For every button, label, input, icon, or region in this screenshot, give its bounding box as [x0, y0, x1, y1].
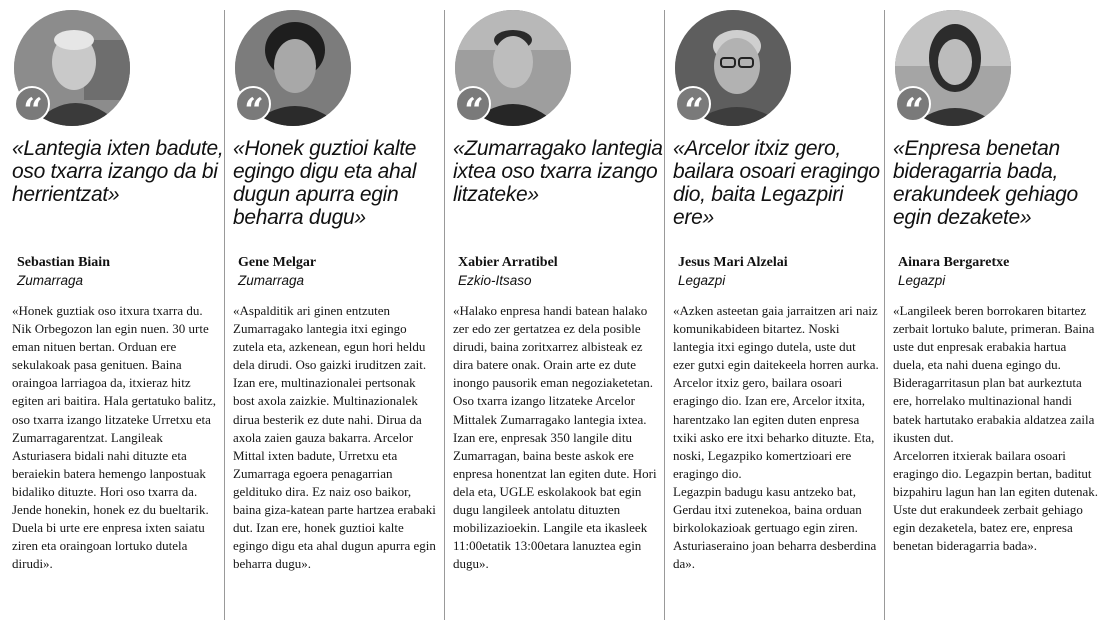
interview-text: «Azken asteetan gaia jarraitzen ari naiz komunikabideen bitartez. Noski lantegia itxi egingo dutela, uste dut ezer gutxi egin daitekeela horren aurka. Arcelor itxiz gero, bailara osoari eragingo dio. Izan ere, Arcelor itxita, harentzako lan egiten duten enpresa txiki asko ere itxi beharko dituzte. Eta, noski, Legazpiko komertzioari ere eragingo dio. Legazpin badugu kasu antzeko bat, Gerdau itxi zutenekoa, baina orduan birkolokazioak gertuago egin ziren. Asturiaseraino joan beharra desberdina da».: [673, 303, 879, 572]
quote-icon: “: [14, 86, 50, 122]
interviewee-town: Zumarraga: [17, 273, 84, 288]
headline-quote: «Lantegia ixten badute, oso txarra izango da bi herrientzat»: [12, 137, 224, 206]
column-divider: [884, 10, 885, 620]
quote-icon: “: [455, 86, 491, 122]
headline-quote: «Arcelor itxiz gero, bailara osoari eragingo dio, baita Legazpiri ere»: [673, 137, 880, 229]
interviewee-town: Legazpi: [898, 273, 946, 288]
headline-quote: «Honek guztioi kalte egingo digu eta ahal dugun apurra egin beharra dugu»: [233, 137, 417, 229]
interview-column-2: [233, 0, 437, 622]
headline-quote: «Enpresa benetan bideragarria bada, erakundeek gehiago egin dezakete»: [893, 137, 1078, 229]
interview-column-1: [12, 0, 224, 622]
interviewee-town: Legazpi: [678, 273, 726, 288]
interviewee-town: Ezkio-Itsaso: [458, 273, 532, 288]
interviewee-name: Sebastian Biain: [17, 255, 110, 270]
interviewee-town: Zumarraga: [238, 273, 305, 288]
quote-icon: “: [235, 86, 271, 122]
interview-text: «Aspalditik ari ginen entzuten Zumarragako lantegia itxi egingo zutela eta, azkenean, egun hori heldu dela dirudi. Oso gaizki iruditzen zait. Izan ere, multinazionalei pertsonak bost axola zaizkie. Multinazionalek dirua besterik ez dute nahi. Dirua da axola zaien gauza bakarra. Arcelor Mittal ixten badute, Urretxu eta Zumarraga egoera penagarrian geldituko dira. Ez naiz oso baikor, baina giza-katean parte hartzea erabaki dut. Izan ere, honek guztioi kalte egingo digu eta ahal dugun apurra egin beharra dugu».: [233, 303, 436, 572]
quote-icon: “: [675, 86, 711, 122]
interview-column-5: [893, 0, 1097, 622]
column-divider: [664, 10, 665, 620]
interviewee-name: Jesus Mari Alzelai: [678, 255, 788, 270]
interview-column-4: [673, 0, 880, 622]
interviewee-name: Xabier Arratibel: [458, 255, 558, 270]
headline-quote: «Zumarragako lantegia ixtea oso txarra izango litzateke»: [453, 137, 663, 206]
interview-text: «Halako enpresa handi batean halako zer edo zer gertatzea ez dela posible dirudi, baina zoritxarrez albisteak ez dira batere onak. Orain arte ez dute inongo pausorik eman negoziaketetan. Oso txarra izango litzateke Arcelor Mittalek Zumarragako lantegia ixtea. Izan ere, enpresak 350 langile ditu Zumarragan, baina beste askok ere enpresa honentzat lan egiten dute. Hori dela eta, UGLE eskolakook bat egin dugu langileek antolatu dituzten mobilizazioekin. Langile eta ikasleek 11:00etatik 13:00etara lanuztea egin dugu».: [453, 303, 657, 572]
interviewee-name: Ainara Bergaretxe: [898, 255, 1010, 270]
interview-text: «Langileek beren borrokaren bitartez zerbait lortuko balute, primeran. Baina uste dut enpresak erabakia hartua duela, eta nahi duena egingo du. Bideragarritasun plan bat aurkeztuta ere, horrelako multinazional handi batek hartutako erabakia aldatzea zaila ikusten dut. Arcelorren itxierak bailara osoari eragingo dio. Legazpin bertan, baditut bizpahiru lagun han lan egiten dutenak. Uste dut erakundeek zerbait gehiago egin dezaketela, batez ere, enpresa benetan bideragarria bada».: [893, 303, 1099, 554]
column-divider: [224, 10, 225, 620]
column-divider: [444, 10, 445, 620]
interviewee-name: Gene Melgar: [238, 255, 317, 270]
interview-column-3: [453, 0, 663, 622]
interview-text: «Honek guztiak oso itxura txarra du. Nik Orbegozon lan egin nuen. 30 urte eman nituen bertan. Orduan ere sekulakoak pasa genituen. Baina oraingoa larriagoa da, itxieraz hitz egiten ari baitira. Hala gertatuko balitz, oso txarra izango litzateke Urretxu eta Zumarragarentzat. Langileak Asturiasera bidali nahi dituzte eta beraiekin batera hemengo lanpostuak bidaliko dituzte. Hori oso txarra da. Jende honekin, honek ez du bueltarik. Duela bi urte ere enpresa ixten saiatu ziren eta oraingoan lortuko dutela dirudi».: [12, 303, 216, 572]
quote-icon: “: [895, 86, 931, 122]
